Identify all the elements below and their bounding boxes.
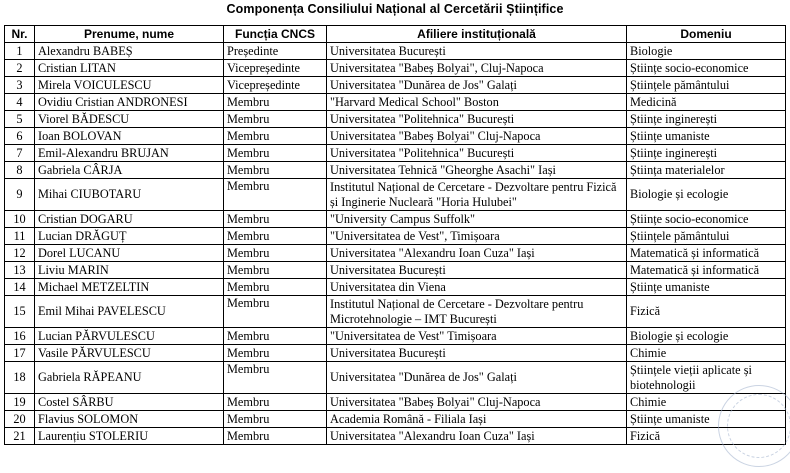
cell-nr: 17 [5,345,35,362]
cell-affiliation: Universitatea "Alexandru Ioan Cuza" Iași [327,428,627,445]
cell-name: Dorel LUCANU [35,245,224,262]
cell-affiliation: Universitatea "Alexandru Ioan Cuza" Iași [327,245,627,262]
table-row [5,411,786,428]
cell-nr: 8 [5,162,35,179]
cell-affiliation: Institutul Național de Cercetare - Dezvoltare pentru Microtehnologie – IMT București [327,296,627,328]
cell-name: Flavius SOLOMON [35,411,224,428]
cell-domain: Chimie [627,394,786,411]
cell-domain: Științe inginerești [627,111,786,128]
table-row [5,296,786,328]
cell-function: Membru [224,245,327,262]
cell-domain: Științe socio-economice [627,211,786,228]
header-name: Prenume, nume [35,26,224,43]
cell-domain: Matematică și informatică [627,262,786,279]
cell-function: Vicepreședinte [224,60,327,77]
cell-nr: 20 [5,411,35,428]
cell-domain: Științe inginerești [627,145,786,162]
cell-nr: 11 [5,228,35,245]
cell-affiliation: Institutul Național de Cercetare - Dezvoltare pentru Fizică și Inginerie Nucleară "Horia Hulubei" [327,179,627,211]
cell-domain: Științe umaniste [627,279,786,296]
cell-nr: 5 [5,111,35,128]
cell-nr: 10 [5,211,35,228]
cell-function: Membru [224,128,327,145]
cell-domain: Biologie și ecologie [627,179,786,211]
cell-domain: Științele pământului [627,228,786,245]
header-domain: Domeniu [627,26,786,43]
cell-domain: Chimie [627,345,786,362]
cell-name: Ioan BOLOVAN [35,128,224,145]
cell-affiliation: Universitatea "Politehnica" București [327,145,627,162]
cell-function: Președinte [224,43,327,60]
table-row [5,362,786,394]
cell-affiliation: Universitatea București [327,43,627,60]
cell-domain: Științe socio-economice [627,60,786,77]
cell-name: Alexandru BABEȘ [35,43,224,60]
cell-domain: Biologie [627,43,786,60]
cell-nr: 21 [5,428,35,445]
cell-function: Membru [224,362,327,394]
cell-function: Membru [224,162,327,179]
cell-nr: 12 [5,245,35,262]
cell-affiliation: Universitatea "Dunărea de Jos" Galați [327,362,627,394]
cell-affiliation: Universitatea din Viena [327,279,627,296]
cell-affiliation: "University Campus Suffolk" [327,211,627,228]
cell-function: Membru [224,279,327,296]
cell-nr: 1 [5,43,35,60]
cell-domain: Biologie și ecologie [627,328,786,345]
cell-function: Membru [224,394,327,411]
table-row [5,94,786,111]
table-row [5,228,786,245]
cell-affiliation: "Universitatea de Vest", Timișoara [327,228,627,245]
cell-function: Membru [224,228,327,245]
cell-domain: Știința materialelor [627,162,786,179]
cell-domain: Științele vieții aplicate și biotehnologii [627,362,786,394]
cell-nr: 16 [5,328,35,345]
cell-nr: 2 [5,60,35,77]
cell-affiliation: Academia Română - Filiala Iași [327,411,627,428]
cell-domain: Matematică și informatică [627,245,786,262]
cell-affiliation: "Universitatea de Vest" Timișoara [327,328,627,345]
cell-name: Lucian DRĂGUȚ [35,228,224,245]
cell-affiliation: Universitatea București [327,262,627,279]
table-row [5,279,786,296]
table-row [5,111,786,128]
cell-function: Membru [224,345,327,362]
cell-name: Gabriela RĂPEANU [35,362,224,394]
table-row [5,394,786,411]
cell-function: Membru [224,411,327,428]
cell-affiliation: "Harvard Medical School" Boston [327,94,627,111]
table-row [5,211,786,228]
cell-nr: 18 [5,362,35,394]
table-row [5,60,786,77]
cell-function: Vicepreședinte [224,77,327,94]
table-row [5,262,786,279]
cell-domain: Medicină [627,94,786,111]
cell-affiliation: Universitatea "Dunărea de Jos" Galați [327,77,627,94]
cell-name: Mirela VOICULESCU [35,77,224,94]
cell-nr: 3 [5,77,35,94]
table-header-row [5,26,786,43]
cell-name: Lucian PĂRVULESCU [35,328,224,345]
table-row [5,428,786,445]
cell-domain: Științe umaniste [627,411,786,428]
cell-name: Costel SÂRBU [35,394,224,411]
cell-domain: Științele pământului [627,77,786,94]
cell-name: Gabriela CÂRJA [35,162,224,179]
cell-name: Liviu MARIN [35,262,224,279]
table-row [5,162,786,179]
header-nr: Nr. [5,26,35,43]
cell-domain: Fizică [627,428,786,445]
header-affiliation: Afiliere instituțională [327,26,627,43]
cell-function: Membru [224,145,327,162]
cell-name: Cristian LITAN [35,60,224,77]
cell-name: Michael METZELTIN [35,279,224,296]
table-row [5,77,786,94]
cell-function: Membru [224,428,327,445]
cell-domain: Științe umaniste [627,128,786,145]
cell-nr: 15 [5,296,35,328]
header-function: Funcția CNCS [224,26,327,43]
cell-name: Cristian DOGARU [35,211,224,228]
cell-nr: 6 [5,128,35,145]
cell-affiliation: Universitatea "Babeș Bolyai", Cluj-Napoca [327,60,627,77]
cell-nr: 7 [5,145,35,162]
cell-function: Membru [224,262,327,279]
cell-name: Vasile PĂRVULESCU [35,345,224,362]
cell-nr: 9 [5,179,35,211]
cell-affiliation: Universitatea Tehnică "Gheorghe Asachi" Iași [327,162,627,179]
cell-name: Viorel BĂDESCU [35,111,224,128]
cell-nr: 19 [5,394,35,411]
cell-function: Membru [224,94,327,111]
cell-name: Mihai CIUBOTARU [35,179,224,211]
table-row [5,245,786,262]
cell-affiliation: Universitatea "Babeș Bolyai" Cluj-Napoca [327,394,627,411]
table-body [5,43,786,445]
table-row [5,145,786,162]
cell-nr: 13 [5,262,35,279]
cell-name: Ovidiu Cristian ANDRONESI [35,94,224,111]
cell-function: Membru [224,328,327,345]
cell-name: Laurențiu STOLERIU [35,428,224,445]
cell-function: Membru [224,211,327,228]
table-row [5,43,786,60]
table-row [5,328,786,345]
cell-function: Membru [224,296,327,328]
table-row [5,179,786,211]
cell-name: Emil Mihai PAVELESCU [35,296,224,328]
table-row [5,128,786,145]
table-row [5,345,786,362]
cell-affiliation: Universitatea București [327,345,627,362]
cell-domain: Fizică [627,296,786,328]
cell-affiliation: Universitatea "Babeș Bolyai" Cluj-Napoca [327,128,627,145]
cell-function: Membru [224,179,327,211]
cell-nr: 4 [5,94,35,111]
cell-function: Membru [224,111,327,128]
cell-name: Emil-Alexandru BRUJAN [35,145,224,162]
document-title: Componența Consiliului Național al Cercetării Științifice [226,2,564,16]
cell-nr: 14 [5,279,35,296]
cell-affiliation: Universitatea "Politehnica" București [327,111,627,128]
members-table [4,25,786,445]
